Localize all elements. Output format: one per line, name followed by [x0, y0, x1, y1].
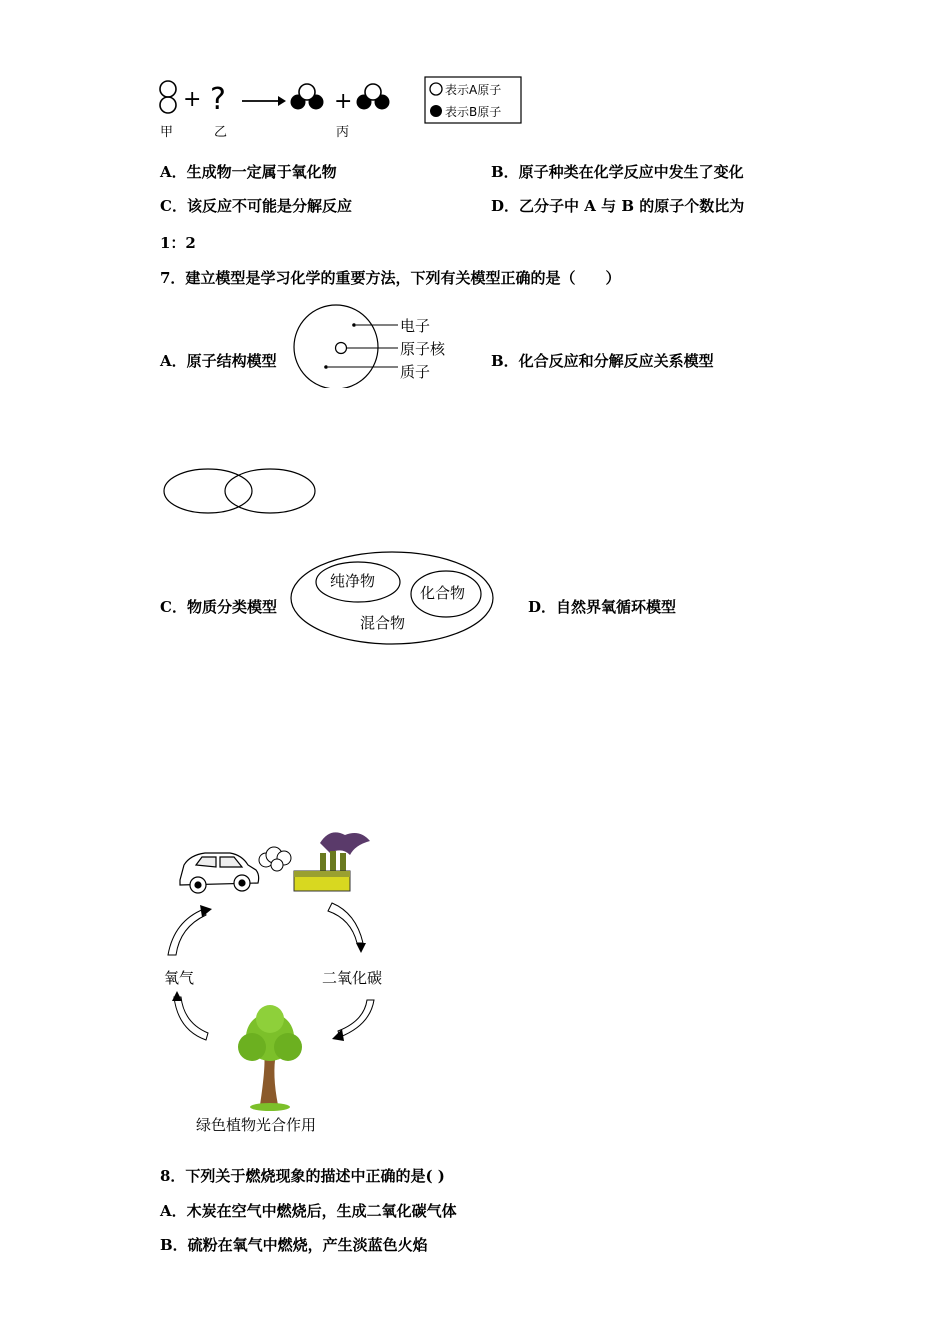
- q8-option-a[interactable]: A．木炭在空气中燃烧后，生成二氧化碳气体: [160, 1202, 457, 1220]
- factory-icon: [294, 832, 370, 891]
- label-jia: 甲: [160, 125, 174, 140]
- molecule-bing-2: [357, 84, 390, 110]
- q8-stem: 8．下列关于燃烧现象的描述中正确的是( ): [160, 1167, 445, 1185]
- q7-option-c[interactable]: C．物质分类模型: [160, 598, 277, 616]
- car-icon: [180, 853, 259, 893]
- oxygen-label: 氧气: [164, 969, 195, 987]
- proton-dot: [324, 365, 328, 369]
- atom-structure-model: [290, 300, 470, 388]
- legend-a-text: 表示A原子: [445, 83, 502, 97]
- molecule-bing-1: [291, 84, 324, 110]
- substance-classification-model: [288, 548, 498, 648]
- proton-label: 质子: [400, 363, 431, 381]
- plus-sign-1: +: [183, 87, 202, 112]
- q7-option-a[interactable]: A．原子结构模型: [160, 352, 277, 370]
- oxygen-cycle-model: [160, 825, 410, 1140]
- electron-label: 电子: [400, 317, 431, 335]
- q6-option-d[interactable]: D．乙分子中 A 与 B 的原子个数比为: [491, 197, 745, 215]
- q8-option-b[interactable]: B．硫粉在氧气中燃烧，产生淡蓝色火焰: [160, 1236, 428, 1254]
- reaction-diagram: [150, 72, 530, 144]
- q7-option-b[interactable]: B．化合反应和分解反应关系模型: [491, 352, 714, 370]
- compound-label: 化合物: [420, 584, 466, 602]
- electron-dot: [352, 323, 356, 327]
- reaction-arrow-icon: [242, 96, 286, 106]
- q7-stem: 7．建立模型是学习化学的重要方法，下列有关模型正确的是（ ）: [160, 269, 621, 287]
- unknown-mark: ?: [210, 82, 226, 117]
- photosynthesis-label: 绿色植物光合作用: [196, 1116, 317, 1134]
- label-bing: 丙: [336, 125, 350, 140]
- legend-b-text: 表示B原子: [445, 105, 502, 119]
- molecule-jia: [160, 81, 176, 113]
- q6-option-c[interactable]: C．该反应不可能是分解反应: [160, 197, 352, 215]
- tree-icon: [238, 1005, 302, 1111]
- reaction-relation-model: [160, 465, 325, 520]
- cycle-arrow-down-right: [328, 903, 366, 953]
- q6-option-b[interactable]: B．原子种类在化学反应中发生了变化: [491, 163, 744, 181]
- plus-sign-2: +: [334, 89, 353, 114]
- q6-option-d-continued: 1：2: [160, 234, 196, 252]
- cycle-arrow-up-right: [168, 905, 212, 955]
- mixture-label: 混合物: [360, 614, 406, 632]
- nucleus-label: 原子核: [400, 340, 446, 358]
- q7-option-d[interactable]: D．自然界氧循环模型: [528, 598, 677, 616]
- cycle-arrow-down-left: [332, 1000, 374, 1041]
- label-yi: 乙: [214, 125, 228, 140]
- cycle-arrow-up-left: [172, 991, 208, 1040]
- co2-label: 二氧化碳: [322, 969, 383, 987]
- q6-option-a[interactable]: A．生成物一定属于氧化物: [160, 163, 337, 181]
- legend-b-icon: [430, 105, 442, 117]
- pure-substance-label: 纯净物: [330, 572, 376, 590]
- legend-box: [425, 77, 521, 123]
- nucleus-circle: [336, 343, 347, 354]
- exhaust-cloud-icon: [259, 847, 291, 871]
